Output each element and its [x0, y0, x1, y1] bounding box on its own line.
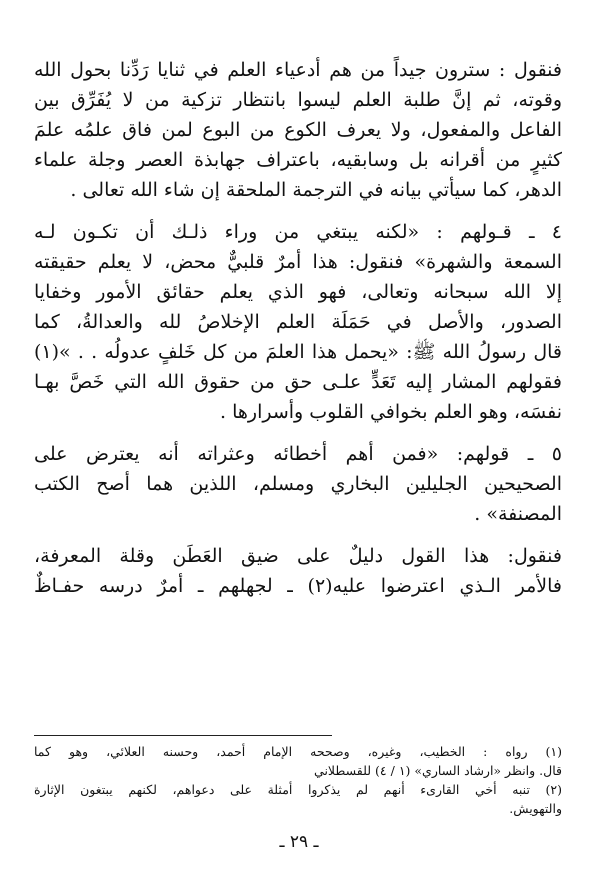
text-line: فقولهم المشار إليه تَعَدٍّ علـى حق من حقوق الله التي خَصَّ بهـا: [34, 371, 562, 393]
footnote-divider: [34, 735, 332, 736]
text-line: وقوته، ثم إنَّ طلبة العلم ليسوا بانتظار تزكية من لا يُفَرِّق بين: [34, 89, 562, 111]
text-line: فنقول : سترون جيداً من هم أدعياء العلم في ثنايا رَدِّنا بحول الله: [34, 59, 562, 81]
footnotes: [34, 742, 562, 818]
text-line: الصحيحين الجليلين البخاري ومسلم، اللذين هما أصح الكتب: [34, 473, 562, 495]
text-line: الفاعل والمفعول، ولا يعرف الكوع من البوع لمن فاق علمُه علمَ: [34, 119, 562, 141]
footnote-line: قال. وانظر «ارشاد الساري» (١ / ٤) للقسطلاني: [314, 763, 562, 778]
text-line: الدهر، كما سيأتي بيانه في الترجمة الملحقة إن شاء الله تعالى .: [70, 179, 562, 201]
paragraph-1: [34, 55, 562, 205]
text-line: إلا الله سبحانه وتعالى، فهو الذي يعلم حقائق الأمور وخفايا: [34, 281, 562, 303]
main-text: [34, 55, 562, 601]
text-line: كثيرٍ من أقرانه بل وسابقيه، باعتراف جهابذة العصر وجلة علماء: [34, 149, 562, 171]
paragraph-2: [34, 217, 562, 427]
paragraph-3: [34, 439, 562, 529]
footnote-line: والتهويش.: [509, 801, 562, 816]
text-line: قال رسولُ الله ﷺ: «يحمل هذا العلمَ من كل خَلفٍ عدولُه . . »(١): [34, 341, 562, 363]
footnote-line: (١) رواه : الخطيب، وغيره، وصححه الإمام أحمد، وحسنه العلائي، وهو كما: [34, 744, 562, 759]
text-line: فالأمر الـذي اعترضوا عليه(٢) ـ لجهلهم ـ أمرٌ درسه حفـاظٌ: [34, 575, 562, 597]
text-line: ٥ ـ قولهم: «فمن أهم أخطائه وعثراته أنه يعترض على: [34, 443, 562, 465]
text-line: نفسَه، وهو العلم بخوافي القلوب وأسرارها .: [220, 401, 562, 423]
text-line: فنقول: هذا القول دليلٌ على ضيق العَطَن وقلة المعرفة،: [34, 545, 562, 567]
text-line: السمعة والشهرة» فنقول: هذا أمرٌ قلبيٌّ محض، لا يعلم حقيقته: [34, 251, 562, 273]
text-line: الصدور، والأصل في حَمَلَة العلم الإخلاصُ لله والعدالةُ، كما: [34, 311, 562, 333]
text-line: ٤ ـ قـولهم : «لكنه يبتغي من وراء ذلـك أن تكـون لـه: [34, 221, 562, 243]
paragraph-4: [34, 541, 562, 601]
page-number: ـ ٢٩ ـ: [279, 832, 319, 852]
footnote-line: (٢) تنبه أخي القارىء أنهم لم يذكروا أمثلة على دعواهم، لكنهم يبتغون الإثارة: [34, 782, 562, 797]
text-line: المصنفة» .: [474, 503, 562, 525]
